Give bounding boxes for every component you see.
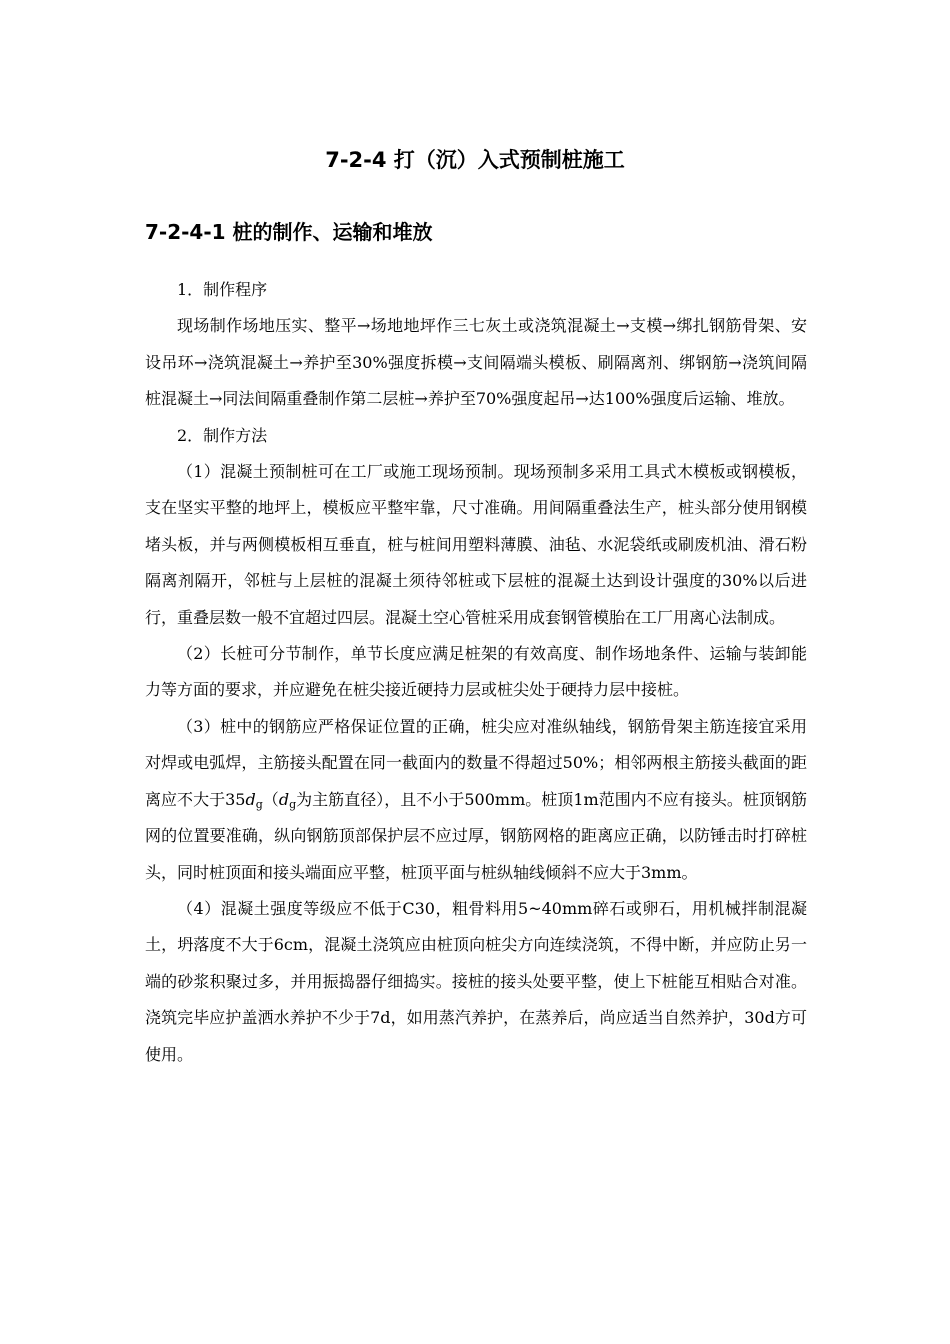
paragraph-method-1: （1）混凝土预制桩可在工厂或施工现场预制。现场预制多采用工具式木模板或钢模板，支在坚实平整的地坪上，模板应平整牢靠，尺寸准确。用间隔重叠法生产，桩头部分使用钢模堵头板，并与两侧模板相互垂直，桩与桩间用塑料薄膜、油毡、水泥袋纸或刷废机油、滑石粉隔离剂隔开，邻桩与上层桩的混凝土须待邻桩或下层桩的混凝土达到设计强度的30%以后进行，重叠层数一般不宜超过四层。混凝土空心管桩采用成套钢管模胎在工厂用离心法制成。 (145, 462, 807, 627)
text-run: （3）桩中的钢筋应严格保证位置的正确，桩尖应对准纵轴线，钢筋骨架主筋连接宜采用对焊或电弧焊，主筋接头配置在同一截面内的数量不得超过50%；相邻两根主筋接头截面的距离应不大于35 (145, 716, 807, 809)
paragraph-procedure: 现场制作场地压实、整平→场地地坪作三七灰土或浇筑混凝土→支模→绑扎钢筋骨架、安设吊环→浇筑混凝土→养护至30%强度拆模→支间隔端头模板、刷隔离剂、绑钢筋→浇筑间隔桩混凝土→同法间隔重叠制作第二层桩→养护至70%强度起吊→达100%强度后运输、堆放。 (145, 316, 807, 409)
subsection-heading-method: 2．制作方法 (177, 425, 268, 445)
text-run: 为主筋直径），且不小于500mm。桩顶1m范围内不应有接头。桩顶钢筋网的位置要准确，纵向钢筋顶部保护层不应过厚，钢筋网格的距离应正确，以防锤击时打碎桩头，同时桩顶面和接头端面应平整，桩顶平面与桩纵轴线倾斜不应大于3mm。 (145, 789, 807, 882)
text-run: （ (262, 789, 279, 809)
page-title: 7-2-4 打（沉）入式预制桩施工 (325, 148, 625, 172)
document-body (145, 272, 807, 1073)
paragraph-method-2: （2）长桩可分节制作，单节长度应满足桩架的有效高度、制作场地条件、运输与装卸能力等方面的要求，并应避免在桩尖接近硬持力层或桩尖处于硬持力层中接桩。 (145, 644, 807, 700)
section-heading: 7-2-4-1 桩的制作、运输和堆放 (145, 220, 433, 244)
paragraph-method-3 (145, 709, 807, 891)
math-symbol: d (245, 789, 256, 809)
paragraph-method-4: （4）混凝土强度等级应不低于C30，粗骨料用5~40mm碎石或卵石，用机械拌制混凝土，坍落度不大于6cm，混凝土浇筑应由桩顶向桩尖方向连续浇筑，不得中断，并应防止另一端的砂浆积聚过多，并用振捣器仔细捣实。接桩的接头处要平整，使上下桩能互相贴合对准。浇筑完毕应护盖洒水养护不少于7d，如用蒸汽养护，在蒸养后，尚应适当自然养护，30d方可使用。 (145, 898, 807, 1064)
math-symbol: d (278, 789, 290, 809)
math-subscript: g (255, 797, 263, 811)
math-subscript: g (289, 797, 297, 811)
subsection-heading-procedure: 1．制作程序 (177, 280, 268, 299)
